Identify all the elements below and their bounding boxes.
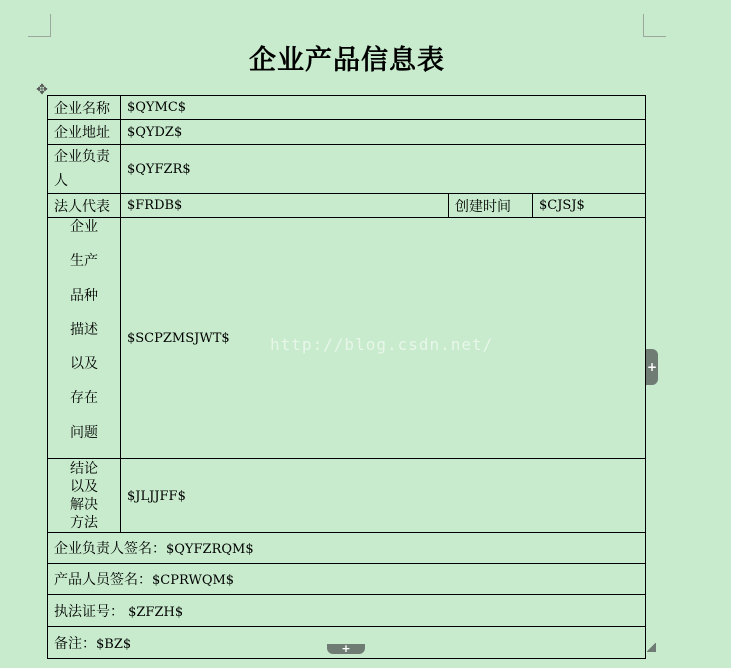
manager-signature-label: 企业负责人签名： <box>54 541 166 558</box>
manager-signature-value: $QYFZRQM$ <box>166 542 254 558</box>
add-column-plus-icon[interactable]: + <box>646 349 658 385</box>
company-address-cell[interactable]: $QYDZ$ <box>121 120 646 145</box>
row-company-name <box>48 96 646 120</box>
conclusion-label-line: 解决 <box>70 496 98 513</box>
table-move-handle-icon[interactable]: ✥ <box>36 82 48 98</box>
row-manager-signature <box>48 533 646 564</box>
production-desc-label-line: 描述 <box>70 321 98 338</box>
production-desc-label-line: 以及 <box>70 356 98 373</box>
product-staff-signature-cell[interactable] <box>48 564 646 595</box>
company-address-label: 企业地址 <box>48 120 121 145</box>
legal-rep-label: 法人代表 <box>48 194 121 218</box>
company-manager-label-line2: 人 <box>54 173 68 189</box>
license-no-cell[interactable] <box>48 595 646 627</box>
created-time-label: 创建时间 <box>449 194 533 218</box>
crop-mark-top-right <box>643 14 666 37</box>
production-desc-label-line: 问题 <box>70 424 98 441</box>
company-manager-label-line1: 企业负责 <box>54 149 110 165</box>
document-title: 企业产品信息表 <box>249 45 445 76</box>
remarks-value: $BZ$ <box>96 636 132 652</box>
row-company-address <box>48 120 646 145</box>
row-company-manager <box>48 145 646 194</box>
company-manager-label <box>48 145 121 194</box>
product-staff-signature-label: 产品人员签名： <box>54 572 152 589</box>
conclusion-label-line: 方法 <box>70 514 98 531</box>
legal-rep-cell[interactable]: $FRDB$ <box>121 194 449 218</box>
conclusion-label <box>48 459 121 533</box>
product-info-table <box>47 95 646 659</box>
row-legal-rep <box>48 194 646 218</box>
crop-mark-top-left <box>28 14 51 37</box>
add-row-plus-icon[interactable]: + <box>327 644 365 654</box>
row-license-no <box>48 595 646 627</box>
watermark-text: http://blog.csdn.net/ <box>270 335 494 354</box>
production-desc-label-line: 生产 <box>70 253 98 270</box>
row-conclusion <box>48 459 646 533</box>
company-manager-cell[interactable]: $QYFZR$ <box>121 145 646 194</box>
production-desc-cell[interactable]: $SCPZMSJWT$ <box>121 218 646 459</box>
production-desc-label-line: 存在 <box>70 390 98 407</box>
conclusion-cell[interactable]: $JLJJFF$ <box>121 459 646 533</box>
manager-signature-cell[interactable] <box>48 533 646 564</box>
production-desc-label-line: 品种 <box>70 287 98 304</box>
production-desc-label <box>48 218 121 459</box>
company-name-cell[interactable]: $QYMC$ <box>121 96 646 120</box>
product-staff-signature-value: $CPRWQM$ <box>152 573 235 589</box>
remarks-label: 备注： <box>54 635 96 652</box>
production-desc-label-line: 企业 <box>70 219 98 235</box>
company-name-label: 企业名称 <box>48 96 121 120</box>
table-resize-corner-icon[interactable] <box>647 643 656 652</box>
conclusion-label-line: 以及 <box>70 478 98 495</box>
created-time-cell[interactable]: $CJSJ$ <box>533 194 646 218</box>
conclusion-label-line: 结论 <box>70 460 98 477</box>
row-product-staff-signature <box>48 564 646 595</box>
license-no-value: $ZFZH$ <box>124 604 184 620</box>
license-no-label: 执法证号： <box>54 603 124 620</box>
